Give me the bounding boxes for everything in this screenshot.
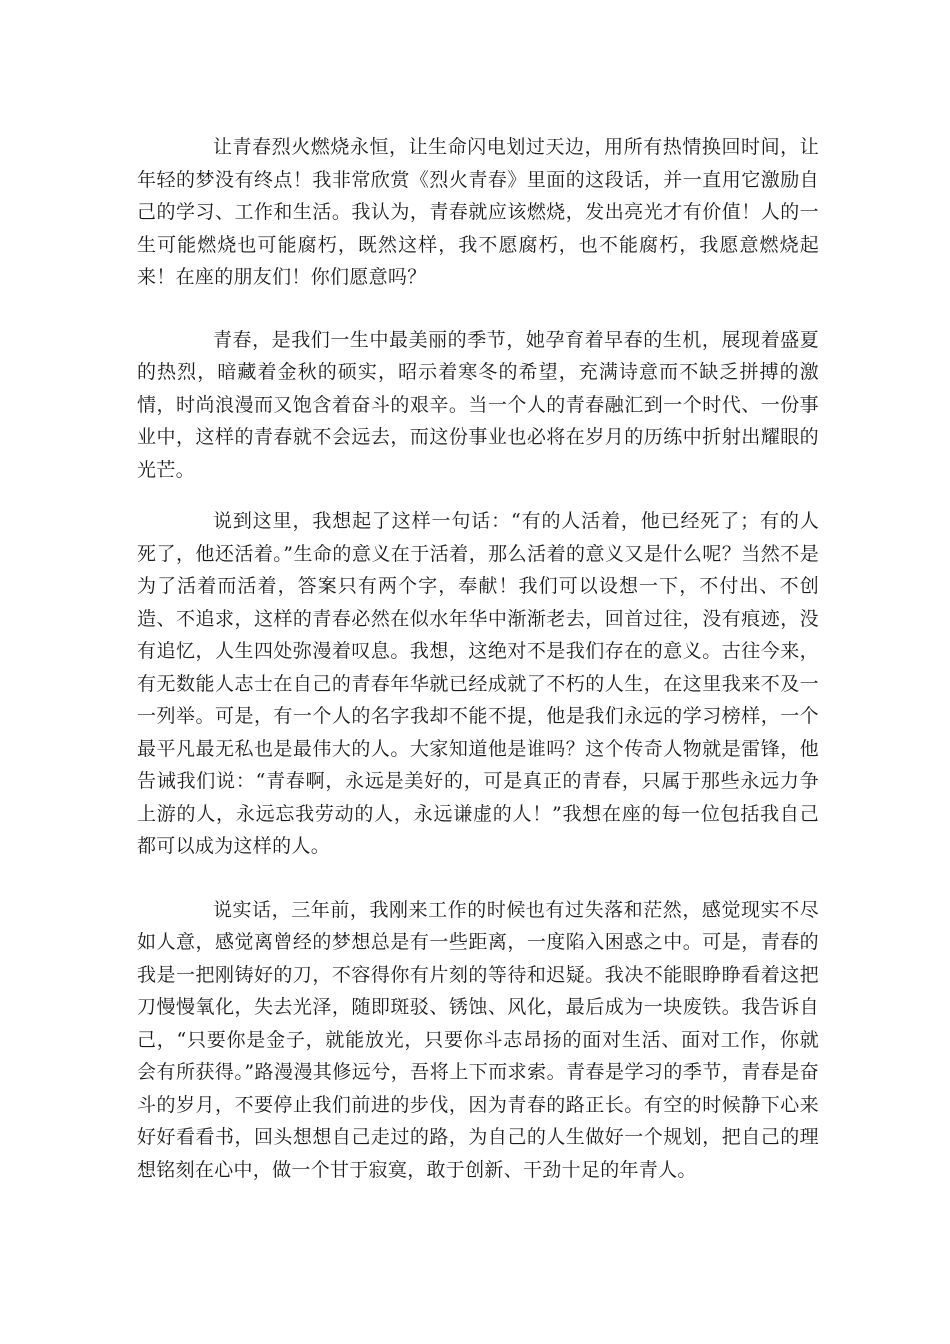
document-body: [137, 131, 819, 1186]
paragraph-3: 说到这里，我想起了这样一句话：“有的人活着，他已经死了；有的人死了，他还活着。”生命的意义在于活着，那么活着的意义又是什么呢？当然不是为了活着而活着，答案只有两个字，奉献！我们可以设想一下，不付出、不创造、不追求，这样的青春必然在似水年华中渐渐老去，回首过往，没有痕迹，没有追忆，人生四处弥漫着叹息。我想，这绝对不是我们存在的意义。古往今来，有无数能人志士在自己的青春年华就已经成就了不朽的人生，在这里我来不及一一列举。可是，有一个人的名字我却不能不提，他是我们永远的学习榜样，一个最平凡最无私也是最伟大的人。大家知道他是谁吗？这个传奇人物就是雷锋，他告诫我们说：“青春啊，永远是美好的，可是真正的青春，只属于那些永远力争上游的人，永远忘我劳动的人，永远谦虚的人！”我想在座的每一位包括我自己都可以成为这样的人。: [137, 510, 819, 857]
paragraph-4: 说实话，三年前，我刚来工作的时候也有过失落和茫然，感觉现实不尽如人意，感觉离曾经的梦想总是有一些距离，一度陷入困惑之中。可是，青春的我是一把刚铸好的刀，不容得你有片刻的等待和迟疑。我决不能眼睁睁看着这把刀慢慢氧化，失去光泽，随即斑驳、锈蚀、风化，最后成为一块废铁。我告诉自己，“只要你是金子，就能放光，只要你斗志昂扬的面对生活、面对工作，你就会有所获得。”路漫漫其修远兮，吾将上下而求索。青春是学习的季节，青春是奋斗的岁月，不要停止我们前进的步伐，因为青春的路正长。有空的时候静下心来好好看看书，回头想想自己走过的路，为自己的人生做好一个规划，把自己的理想铭刻在心中，做一个甘于寂寞，敢于创新、干劲十足的年青人。: [137, 898, 819, 1181]
paragraph-1: 让青春烈火燃烧永恒，让生命闪电划过天边，用所有热情换回时间，让年轻的梦没有终点！我非常欣赏《烈火青春》里面的这段话，并一直用它激励自己的学习、工作和生活。我认为，青春就应该燃烧，发出亮光才有价值！人的一生可能燃烧也可能腐朽，既然这样，我不愿腐朽，也不能腐朽，我愿意燃烧起来！在座的朋友们！你们愿意吗？: [137, 136, 819, 288]
paragraph-2: 青春，是我们一生中最美丽的季节，她孕育着早春的生机，展现着盛夏的热烈，暗藏着金秋的硕实，昭示着寒冬的希望，充满诗意而不缺乏拼搏的激情，时尚浪漫而又饱含着奋斗的艰辛。当一个人的青春融汇到一个时代、一份事业中，这样的青春就不会远去，而这份事业也必将在岁月的历练中折射出耀眼的光芒。: [137, 328, 819, 481]
